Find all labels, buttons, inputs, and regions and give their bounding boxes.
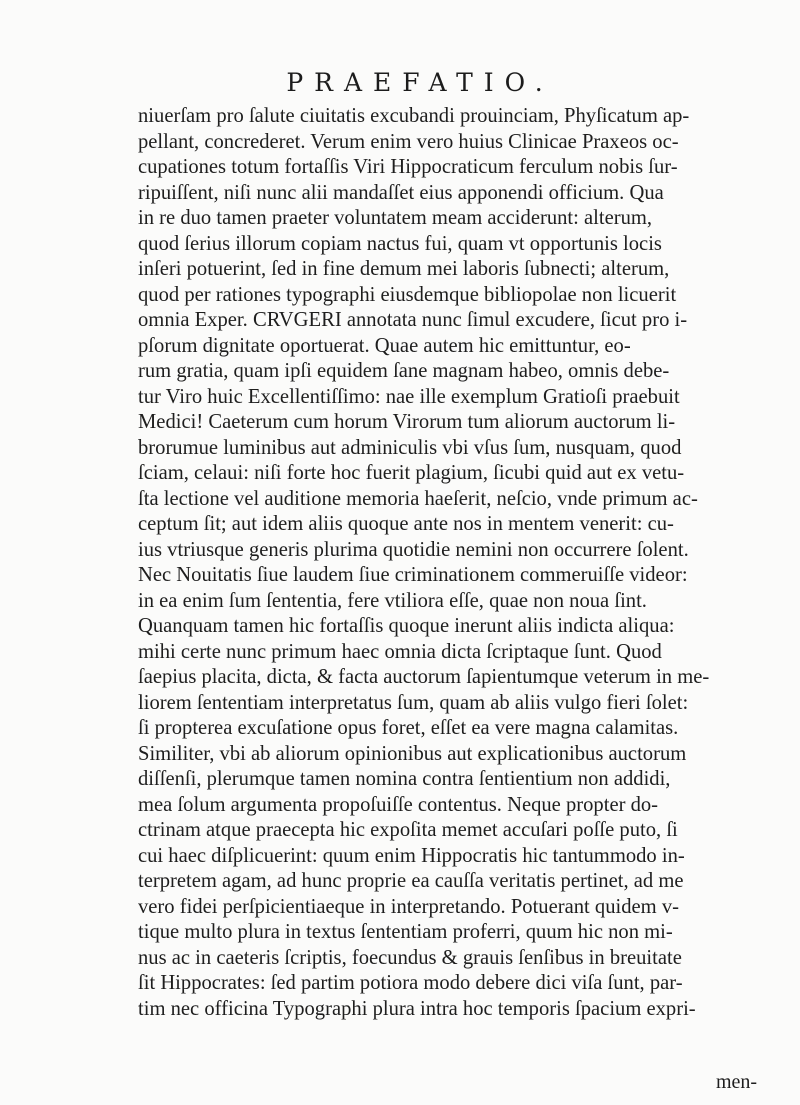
text-line: Quanquam tamen hic fortaſſis quoque inerunt aliis indicta aliqua: [138,615,675,637]
text-line: ctrinam atque praecepta hic expoſita memet accuſari poſſe puto, ſi [138,819,678,841]
text-line: mea ſolum argumenta propoſuiſſe contentus. Neque propter do- [138,793,659,816]
text-line: ius vtriusque generis plurima quotidie nemini non occurrere ſolent. [138,538,689,561]
text-line: inſeri potuerint, ſed in fine demum mei laboris ſubnecti; alterum, [138,258,670,280]
text-line: in ea enim ſum ſententia, fere vtiliora eſſe, quae non noua ſint. [138,589,647,612]
text-line: diſſenſi, plerumque tamen nomina contra ſentientium non addidi, [138,768,671,790]
text-line: Similiter, vbi ab aliorum opinionibus aut explicationibus auctorum [138,742,687,765]
text-line: niuerſam pro ſalute ciuitatis excubandi prouinciam, Phyſicatum ap- [138,105,690,127]
text-line: tur Viro huic Excellentiſſimo: nae ille exemplum Gratioſi praebuit [138,385,680,408]
text-line: liorem ſententiam interpretatus ſum, quam ab aliis vulgo fieri ſolet: [138,691,689,714]
text-line: pellant, concrederet. Verum enim vero huius Clinicae Praxeos oc- [138,130,679,153]
text-line: brorumue luminibus aut adminiculis vbi vſus ſum, nusquam, quod [138,436,682,459]
text-line: vero fidei perſpicientiaeque in interpretando. Potuerant quidem v- [138,895,679,918]
text-line: ſi propterea excuſatione opus foret, eſſet ea vere magna calamitas. [138,717,679,739]
text-line: rum gratia, quam ipſi equidem ſane magnam habeo, omnis debe- [138,360,670,382]
text-line: ſta lectione vel auditione memoria haeſerit, neſcio, vnde primum ac- [138,487,698,510]
text-line: in re duo tamen praeter voluntatem meam acciderunt: alterum, [138,207,653,229]
text-line: ripuiſſent, niſi nunc alii mandaſſet eius apponendi officium. Qua [138,181,664,204]
text-line: cupationes totum fortaſſis Viri Hippocraticum ferculum nobis ſur- [138,156,678,178]
body-text [138,104,778,1022]
running-head: PRAEFATIO. [286,68,554,97]
text-line: ſciam, celaui: niſi forte hoc fuerit plagium, ſicubi quid aut ex vetu- [138,462,685,484]
text-line: omnia Exper. CRVGERI annotata nunc ſimul excudere, ſicut pro i- [138,309,688,331]
text-line: tique multo plura in textus ſententiam proferri, quum hic non mi- [138,921,673,943]
text-line: ſaepius placita, dicta, & facta auctorum ſapientumque veterum in me- [138,666,710,688]
text-line: quod ſerius illorum copiam nactus fui, quam vt opportunis locis [138,232,662,255]
text-line: quod per rationes typographi eiusdemque bibliopolae non licuerit [138,283,677,306]
text-line: terpretem agam, ad hunc proprie ea cauſſa veritatis pertinet, ad me [138,870,684,892]
catchword: men- [716,1071,758,1093]
text-line: Nec Nouitatis ſiue laudem ſiue criminationem commeruiſſe videor: [138,564,688,586]
text-line: tim nec officina Typographi plura intra hoc temporis ſpacium expri- [138,997,696,1020]
text-line: ceptum ſit; aut idem aliis quoque ante nos in mentem venerit: cu- [138,513,674,535]
text-line: pſorum dignitate oportuerat. Quae autem hic emittuntur, eo- [138,334,631,357]
text-line: nus ac in caeteris ſcriptis, foecundus & grauis ſenſibus in breuitate [138,946,682,969]
text-line: mihi certe nunc primum haec omnia dicta ſcriptaque ſunt. Quod [138,640,662,663]
text-line: ſit Hippocrates: ſed partim potiora modo debere dici viſa ſunt, par- [138,972,683,994]
text-line: Medici! Caeterum cum horum Virorum tum aliorum auctorum li- [138,411,676,433]
text-line: cui haec diſplicuerint: quum enim Hippocratis hic tantummodo in- [138,844,685,867]
